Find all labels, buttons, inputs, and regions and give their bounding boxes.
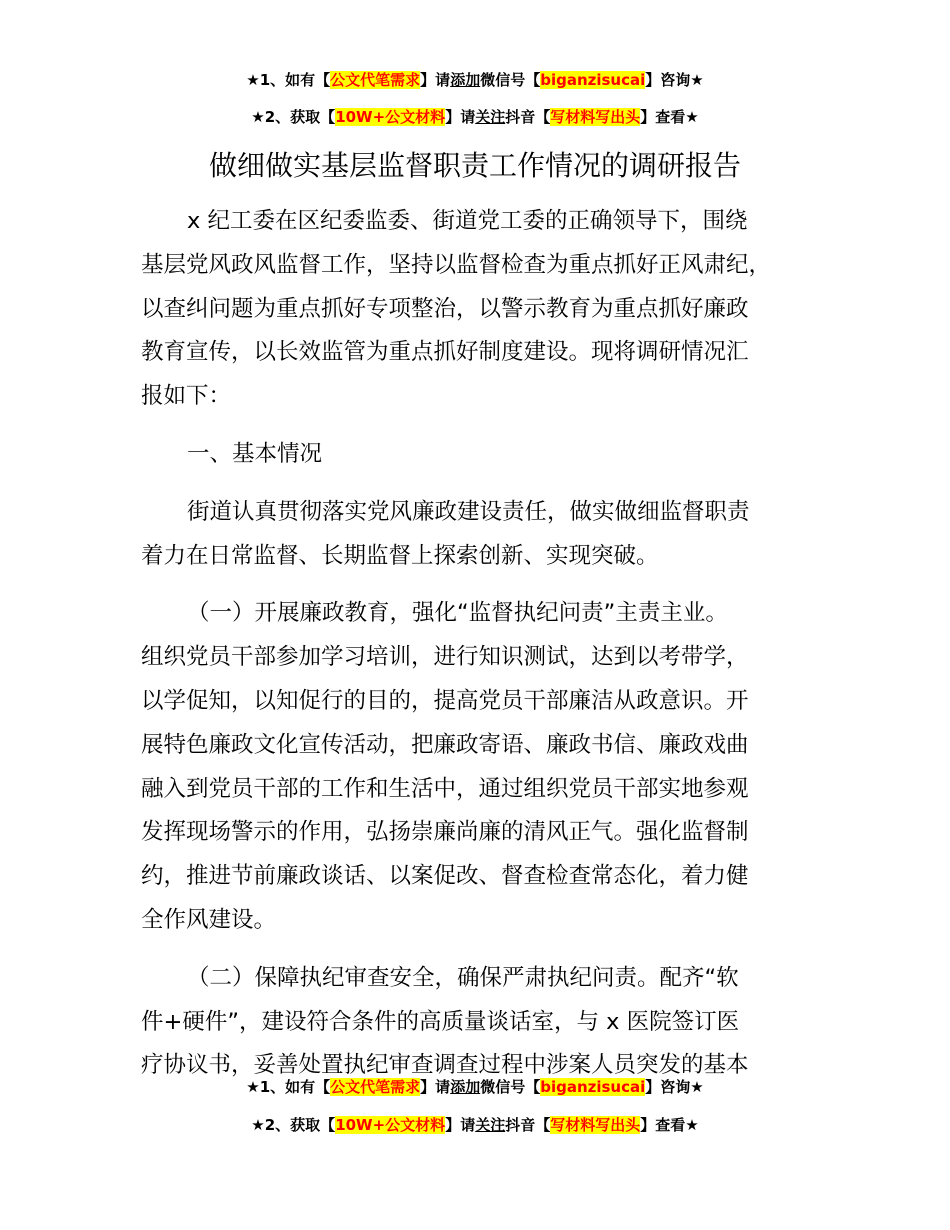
text-line: 一、基本情况 — [187, 440, 323, 467]
banner-highlight: biganzisucai — [540, 71, 646, 89]
text-line: 报如下： — [141, 383, 232, 410]
banner-text: 】查看★ — [640, 1116, 699, 1134]
paragraph-intro — [141, 200, 831, 419]
section-heading — [141, 433, 831, 477]
text-line: 街道认真贯彻落实党风廉政建设责任，做实做细监督职责 — [187, 498, 750, 525]
banner-highlight: 公文代笔需求 — [330, 1078, 421, 1096]
text-line: 组织党员干部参加学习培训，进行知识测试，达到以考带学， — [141, 644, 749, 671]
banner-text: ★1、如有【 — [246, 71, 331, 89]
text-line: 以学促知，以知促行的目的，提高党员干部廉洁从政意识。开 — [141, 687, 749, 714]
banner-text: 】请 — [420, 1078, 451, 1096]
banner-highlight: biganzisucai — [540, 1078, 646, 1096]
top-banner-line-2 — [0, 107, 950, 127]
banner-text: 】请 — [445, 108, 476, 126]
bottom-banner-line-2 — [0, 1115, 950, 1135]
banner-underlined: 关注 — [475, 1116, 506, 1134]
paragraph-basic — [141, 491, 831, 579]
document-body — [141, 200, 831, 1088]
text-line: 发挥现场警示的作用，弘扬崇廉尚廉的清风正气。强化监督制 — [141, 819, 749, 846]
banner-highlight: 10W+公文材料 — [335, 108, 446, 126]
banner-text: 抖音【 — [505, 1116, 551, 1134]
document-title: 做细做实基层监督职责工作情况的调研报告 — [208, 149, 741, 182]
bottom-banner-line-1 — [0, 1077, 950, 1097]
banner-text: 抖音【 — [505, 108, 551, 126]
paragraph-section-2 — [141, 957, 831, 1088]
banner-text: 】咨询★ — [645, 1078, 704, 1096]
banner-highlight: 公文代笔需求 — [330, 71, 421, 89]
text-line: 全作风建设。 — [141, 906, 277, 933]
banner-text: 】查看★ — [640, 108, 699, 126]
banner-highlight: 写材料写出头 — [550, 1116, 641, 1134]
banner-text: 】咨询★ — [645, 71, 704, 89]
banner-text: ★2、获取【 — [251, 1116, 336, 1134]
text-line: 基层党风政风监督工作，坚持以监督检查为重点抓好正风肃纪， — [141, 251, 772, 278]
text-line: 约，推进节前廉政谈话、以案促改、督查检查常态化，着力健 — [141, 863, 749, 890]
text-line: 疗协议书，妥善处置执纪审查调查过程中涉案人员突发的基本 — [141, 1052, 749, 1079]
text-line: 以查纠问题为重点抓好专项整治，以警示教育为重点抓好廉政 — [141, 295, 749, 322]
paragraph-section-1 — [141, 592, 831, 942]
banner-underlined: 关注 — [475, 108, 506, 126]
banner-underlined: 添加 — [450, 71, 481, 89]
text-line: 着力在日常监督、长期监督上探索创新、实现突破。 — [141, 542, 659, 569]
text-line: x 纪工委在区纪委监委、街道党工委的正确领导下，围绕 — [187, 208, 748, 234]
text-line: （二）保障执纪审查安全，确保严肃执纪问责。配齐“软 — [187, 964, 739, 991]
text-line: （一）开展廉政教育，强化“监督执纪问责”主责主业。 — [187, 600, 728, 627]
text-line: 展特色廉政文化宣传活动，把廉政寄语、廉政书信、廉政戏曲 — [141, 731, 749, 758]
banner-underlined: 添加 — [450, 1078, 481, 1096]
text-line: 件+硬件”，建设符合条件的高质量谈话室，与 x 医院签订医 — [141, 1008, 740, 1035]
top-banner-line-1 — [0, 70, 950, 90]
text-line: 融入到党员干部的工作和生活中，通过组织党员干部实地参观 — [141, 775, 749, 802]
text-line: 教育宣传，以长效监管为重点抓好制度建设。现将调研情况汇 — [141, 339, 749, 366]
banner-text: ★2、获取【 — [251, 108, 336, 126]
banner-text: 微信号【 — [480, 71, 541, 89]
banner-text: ★1、如有【 — [246, 1078, 331, 1096]
banner-text: 微信号【 — [480, 1078, 541, 1096]
banner-highlight: 写材料写出头 — [550, 108, 641, 126]
banner-text: 】请 — [420, 71, 451, 89]
banner-text: 】请 — [445, 1116, 476, 1134]
banner-highlight: 10W+公文材料 — [335, 1116, 446, 1134]
